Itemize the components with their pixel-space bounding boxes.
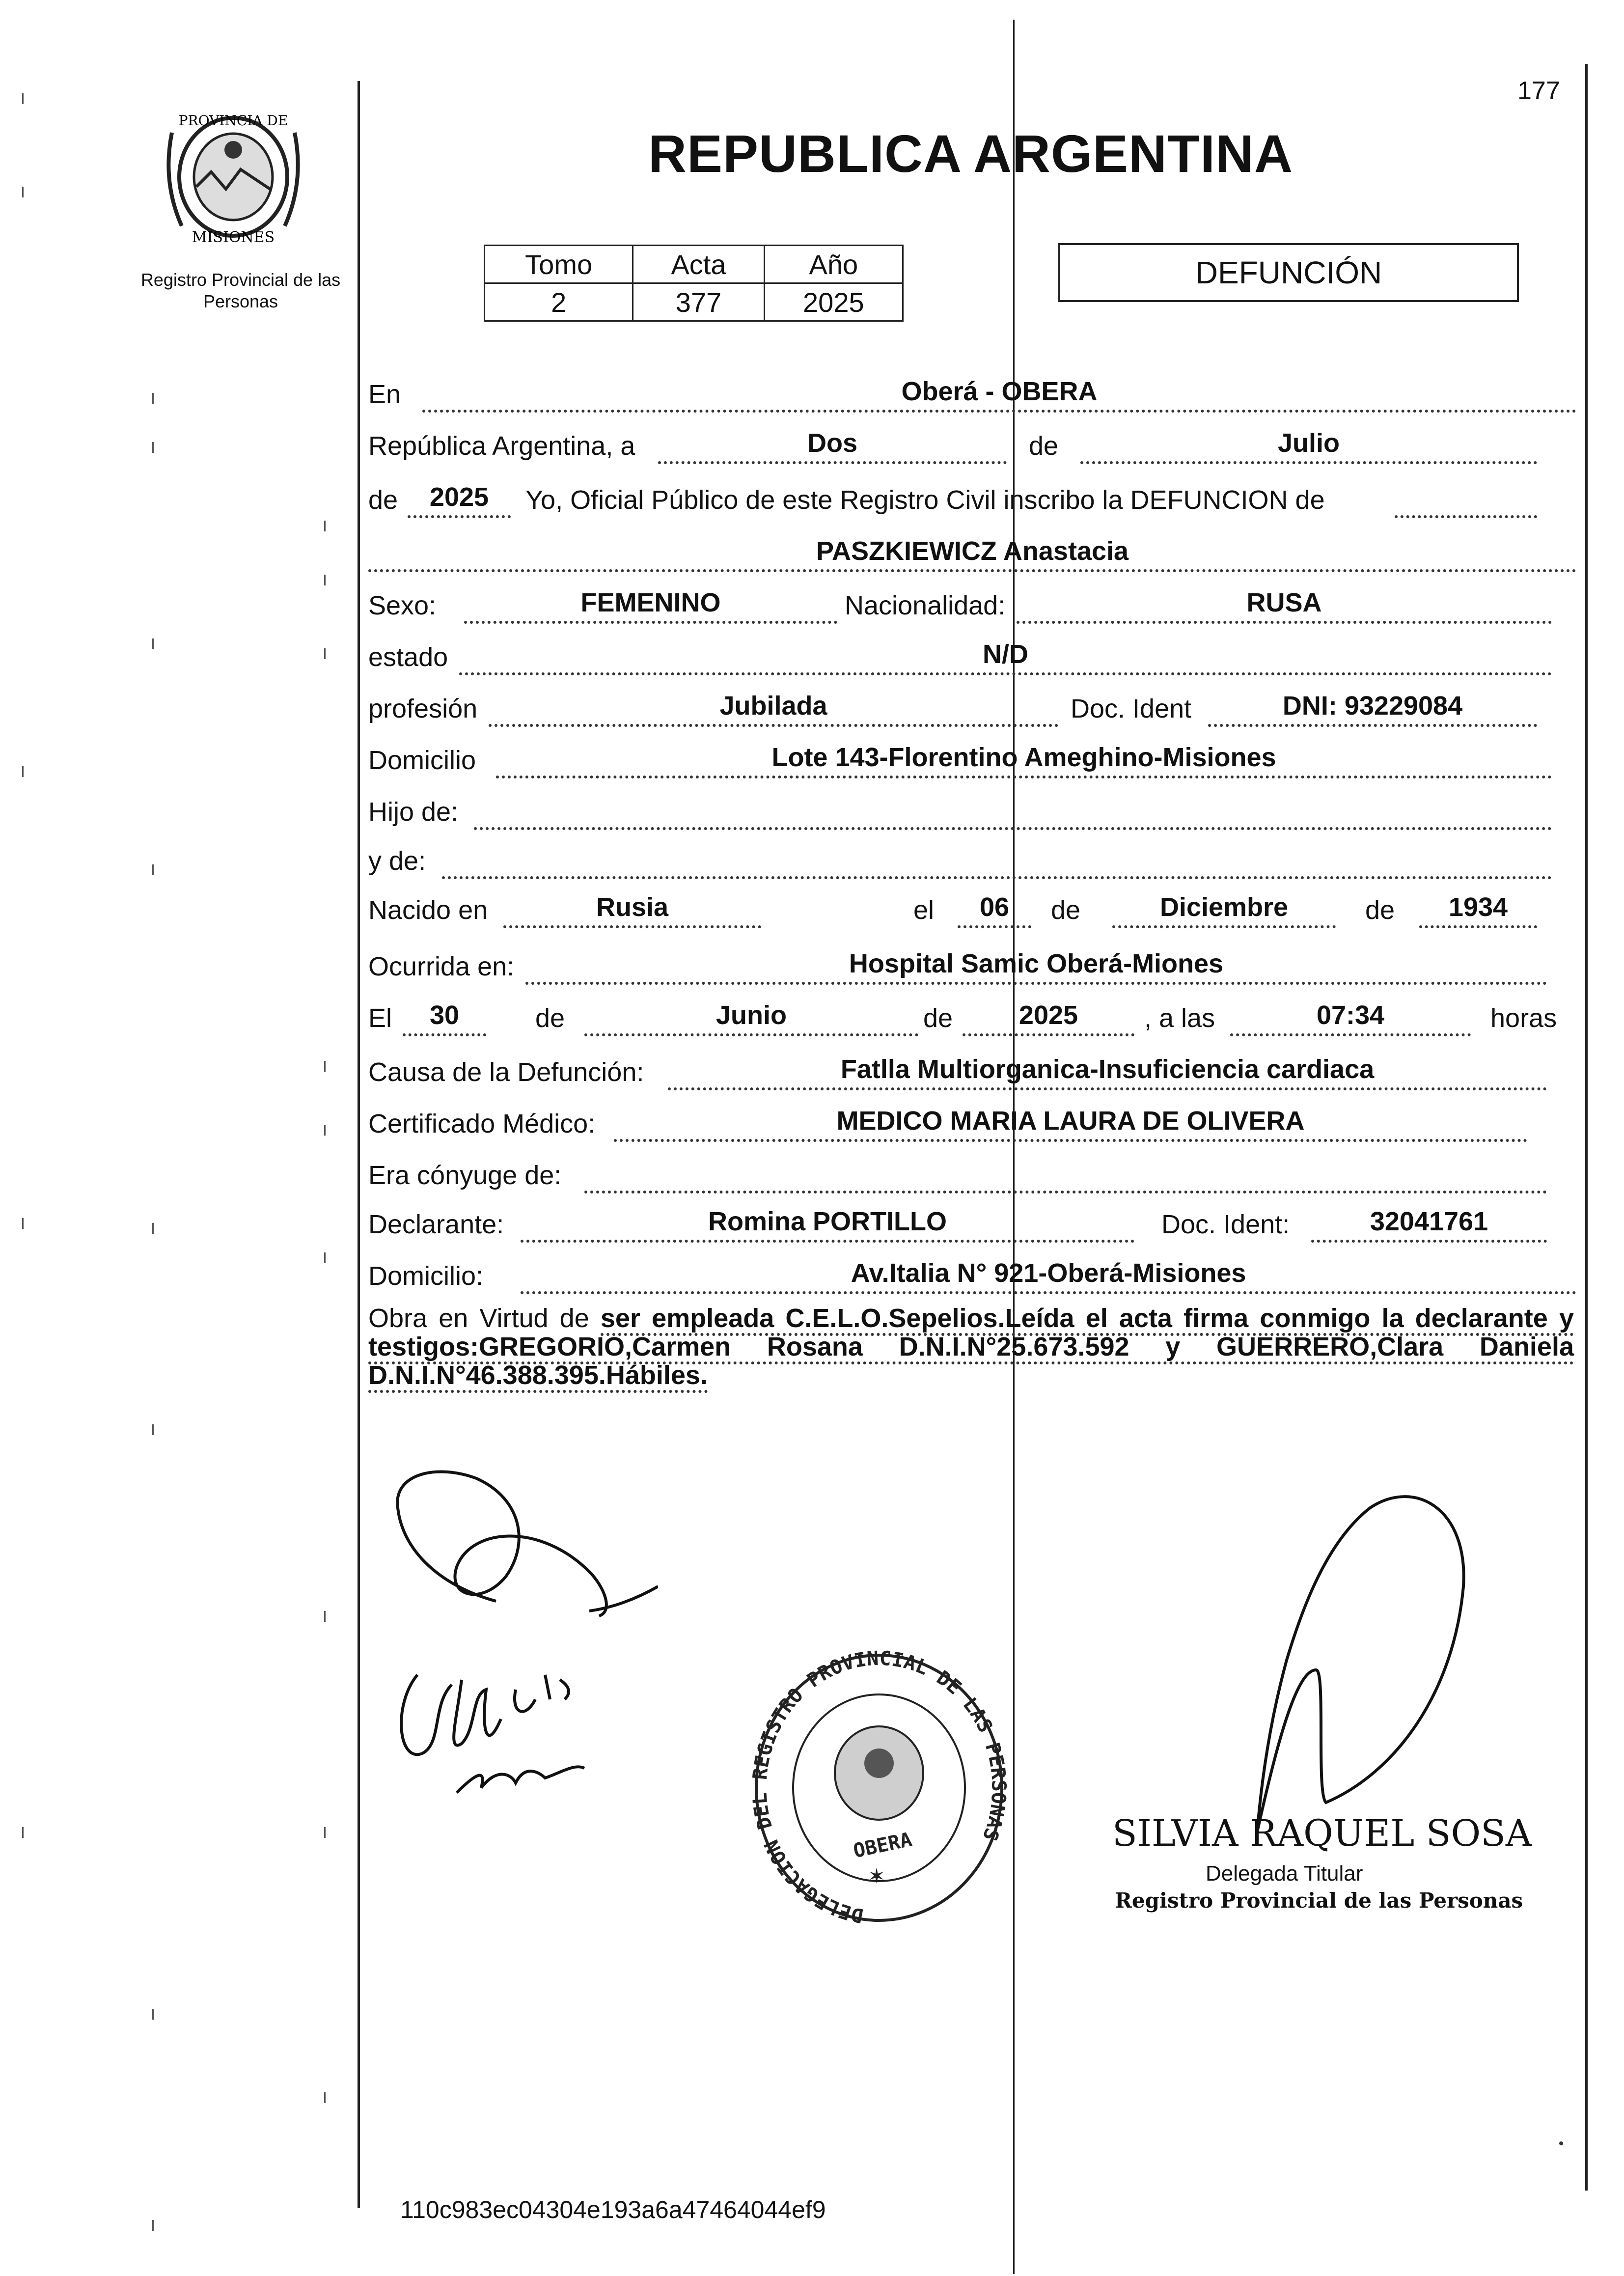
oficial-trailing-field xyxy=(1395,476,1537,518)
horas-label: horas xyxy=(1490,1003,1557,1033)
dia-field: Dos xyxy=(658,422,1007,464)
oficial-text: Yo, Oficial Público de este Registro Civil inscribo la DEFUNCION de xyxy=(525,485,1325,515)
row-domicilio2 xyxy=(368,1245,1576,1294)
hijo-label: Hijo de: xyxy=(368,797,459,827)
witness-signature xyxy=(388,1645,624,1810)
en-field: Oberá - OBERA xyxy=(422,370,1576,413)
svg-text:MISIONES: MISIONES xyxy=(192,229,275,246)
row-declarante xyxy=(368,1194,1547,1243)
row-causa xyxy=(368,1041,1547,1090)
page-number: 177 xyxy=(1517,77,1560,105)
row-estado xyxy=(368,626,1552,675)
yde-field xyxy=(442,837,1552,879)
alas-label: , a las xyxy=(1144,1003,1215,1033)
obra-value: ser empleada C.E.L.O.Sepelios.Leída el acta firma conmigo la declarante y testigos:GREGORIO,Carmen Rosana D.N.I.N°25.673.592 y GUERRERO,Clara Daniela D.N.I.N°46.388.395.Hábiles. xyxy=(368,1304,1574,1393)
causa-field: Fatlla Multiorganica-Insuficiencia cardiaca xyxy=(668,1048,1547,1090)
anio-field: 2025 xyxy=(408,476,511,518)
mes-field: Julio xyxy=(1080,422,1537,464)
certificado-label: Certificado Médico: xyxy=(368,1109,596,1138)
official-signature xyxy=(1139,1449,1493,1854)
row-oficial xyxy=(368,469,1537,518)
record-table xyxy=(484,245,904,322)
official-office: Registro Provincial de las Personas xyxy=(1115,1888,1523,1913)
row-domicilio xyxy=(368,729,1552,778)
sexo-label: Sexo: xyxy=(368,591,437,620)
acta-label: Acta xyxy=(633,246,764,283)
doc-field: DNI: 93229084 xyxy=(1208,685,1537,727)
nombre-field: PASZKIEWICZ Anastacia xyxy=(368,530,1576,572)
document-hash: 110c983ec04304e193a6a47464044ef9 xyxy=(400,2196,826,2223)
official-name: SILVIA RAQUEL SOSA xyxy=(1112,1812,1532,1855)
declarante-field: Romina PORTILLO xyxy=(521,1200,1134,1243)
row-nacido xyxy=(368,879,1537,928)
def-dia-field: 30 xyxy=(403,994,486,1036)
nac-anio-field: 1934 xyxy=(1419,886,1537,928)
conyuge-label: Era cónyuge de: xyxy=(368,1161,562,1190)
def-hora-field: 07:34 xyxy=(1230,994,1471,1036)
el-label: el xyxy=(913,895,935,925)
row-hijo xyxy=(368,781,1552,830)
ocurrida-label: Ocurrida en: xyxy=(368,952,515,981)
svg-text:DELEGACION DEL REGISTRO PROVIN: DELEGACION DE EGISTRO PROVINCIAL DE LAS PE NAS xyxy=(751,1650,1007,1925)
row-profesion xyxy=(368,678,1537,727)
el2-label: El xyxy=(368,1003,392,1033)
domicilio2-field: Av.Italia N° 921-Oberá-Misiones xyxy=(521,1252,1576,1294)
record-type: DEFUNCIÓN xyxy=(1195,255,1382,290)
certificado-field: MEDICO MARIA LAURA DE OLIVERA xyxy=(614,1100,1527,1142)
yde-label: y de: xyxy=(368,846,426,876)
sexo-field: FEMENINO xyxy=(464,582,837,624)
de4-label: de xyxy=(1365,895,1395,925)
row-en xyxy=(368,363,1576,413)
registry-stamp xyxy=(751,1650,1007,1928)
row-conyuge xyxy=(368,1144,1547,1194)
tomo-label: Tomo xyxy=(485,246,633,283)
conyuge-field xyxy=(584,1151,1547,1194)
doc2-field: 32041761 xyxy=(1311,1200,1547,1243)
estado-label: estado xyxy=(368,642,448,672)
nac-dia-field: 06 xyxy=(958,886,1031,928)
nacionalidad-label: Nacionalidad: xyxy=(845,591,1006,620)
profesion-label: profesión xyxy=(368,694,478,723)
doc-label: Doc. Ident xyxy=(1071,694,1192,723)
registry-caption: Registro Provincial de las Personas xyxy=(140,270,341,311)
record-type-box xyxy=(1058,243,1519,302)
doc2-label: Doc. Ident: xyxy=(1161,1210,1290,1239)
de5-label: de xyxy=(535,1003,565,1033)
de2-label: de xyxy=(368,485,398,515)
official-role: Delegada Titular xyxy=(1206,1861,1363,1886)
en-label: En xyxy=(368,380,401,409)
de6-label: de xyxy=(923,1003,953,1033)
domicilio-field: Lote 143-Florentino Ameghino-Misiones xyxy=(496,736,1552,778)
declarante-signature xyxy=(383,1454,658,1648)
declarante-label: Declarante: xyxy=(368,1210,504,1239)
de-label: de xyxy=(1029,431,1059,461)
row-yde xyxy=(368,830,1552,879)
anio-label: Año xyxy=(764,246,903,283)
nacido-field: Rusia xyxy=(503,886,761,928)
svg-text:OBERA: OBERA xyxy=(851,1828,914,1863)
row-certificado xyxy=(368,1093,1527,1142)
republica-label: República Argentina, a xyxy=(368,431,635,461)
domicilio2-label: Domicilio: xyxy=(368,1261,484,1291)
provincial-coat-of-arms xyxy=(152,103,314,255)
estado-field: N/D xyxy=(459,633,1552,675)
de3-label: de xyxy=(1051,895,1081,925)
def-mes-field: Junio xyxy=(584,994,918,1036)
row-ocurrida xyxy=(368,936,1547,985)
obra-paragraph xyxy=(368,1304,1574,1389)
nacido-label: Nacido en xyxy=(368,895,488,925)
profesion-field: Jubilada xyxy=(489,685,1058,727)
obra-label: Obra en Virtud de xyxy=(368,1304,589,1333)
page-title: REPUBLICA ARGENTINA xyxy=(648,124,1293,183)
row-sexo xyxy=(368,575,1552,624)
tomo-value: 2 xyxy=(485,283,633,321)
anio-value: 2025 xyxy=(764,283,903,321)
nac-mes-field: Diciembre xyxy=(1112,886,1336,928)
ocurrida-field: Hospital Samic Oberá-Miones xyxy=(525,943,1547,985)
svg-text:✶: ✶ xyxy=(867,1864,886,1889)
row-el xyxy=(368,987,1557,1036)
def-anio-field: 2025 xyxy=(963,994,1134,1036)
dot-mark xyxy=(1559,2141,1563,2145)
hijo-field xyxy=(474,788,1552,830)
causa-label: Causa de la Defunción: xyxy=(368,1057,644,1087)
right-border-line xyxy=(1585,64,1588,2191)
left-border-line xyxy=(358,81,360,2208)
domicilio-label: Domicilio xyxy=(368,746,476,775)
svg-text:PROVINCIA DE: PROVINCIA DE xyxy=(178,112,288,129)
acta-value: 377 xyxy=(633,283,764,321)
nacionalidad-field: RUSA xyxy=(1017,582,1552,624)
row-nombre xyxy=(368,523,1576,572)
row-fecha xyxy=(368,415,1537,464)
